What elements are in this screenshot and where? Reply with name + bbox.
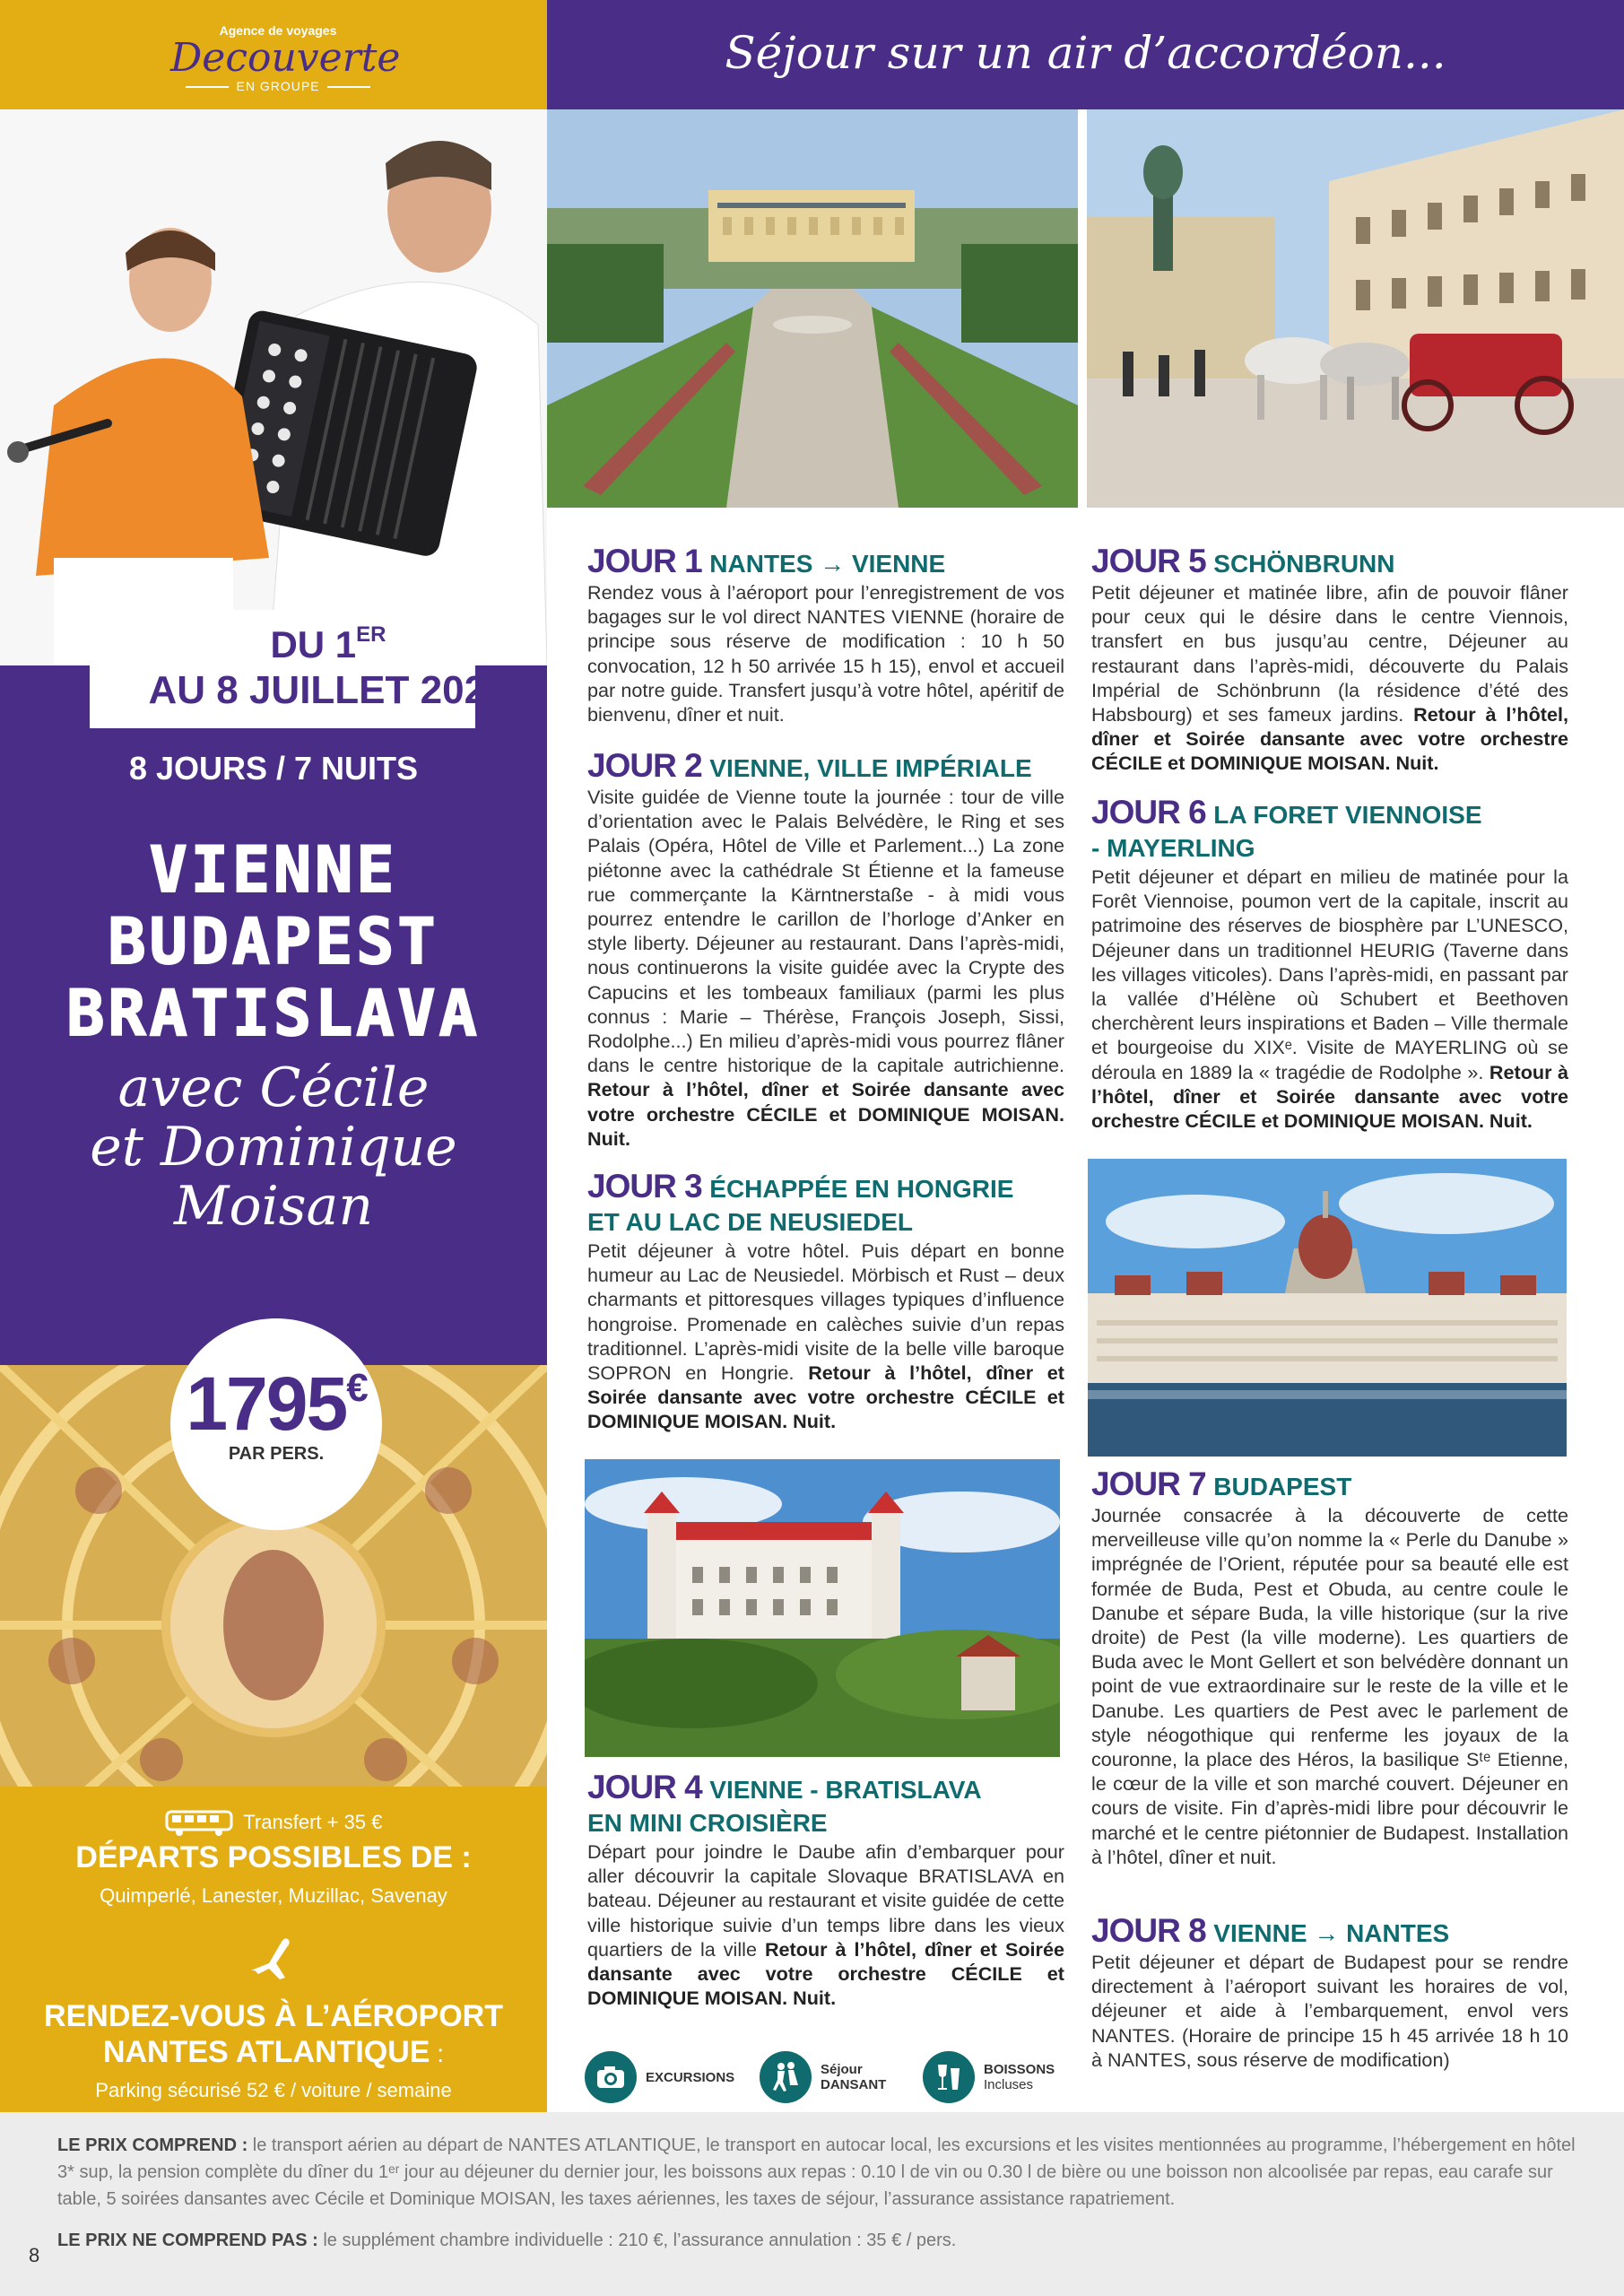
day-3 — [587, 1170, 1064, 1434]
transfer-price: Transfert + 35 € — [243, 1810, 383, 1833]
date-line-2: AU 8 JUILLET 2024 — [148, 668, 508, 712]
logo-group: EN GROUPE — [170, 79, 386, 93]
page-number: 8 — [29, 2244, 40, 2266]
pricing-footer — [0, 2112, 1624, 2296]
schonbrunn-illustration — [547, 109, 1078, 508]
artists-line-1: avec Cécile — [117, 1057, 430, 1119]
city-bratislava: BRATISLAVA — [66, 977, 481, 1050]
price-amount: 1795€ — [186, 1361, 367, 1446]
date-box — [90, 610, 508, 728]
drinks-icon — [923, 2051, 975, 2103]
day-3-text: Petit déjeuner à votre hôtel. Puis départ en bonne humeur au Lac de Neusiedel. Mörbisch et Rust – deux charmants et pittoresques villages typiques d’influence hongroise. Promenade en calèches suivie d’un repas traditionnel. L’après-midi visite de la belle ville baroque SOPRON en Hongrie. Retour à l’hôtel, dîner et Soirée dansante avec votre orchestre CÉCILE et DOMINIQUE MOISAN. Nuit. — [587, 1239, 1064, 1433]
price-excludes: LE PRIX NE COMPREND PAS : le supplément chambre individuelle : 210 €, l’assurance annulation : 35 € / pers. — [57, 2231, 957, 2250]
airport-meeting — [0, 1998, 547, 2072]
day-2-title: JOUR 2 VIENNE, VILLE IMPÉRIALE — [587, 747, 1032, 784]
day-7-title: JOUR 7 BUDAPEST — [1091, 1465, 1352, 1502]
left-column — [0, 0, 547, 2112]
dancers-icon — [760, 2051, 812, 2103]
price-includes: LE PRIX COMPREND : le transport aérien au départ de NANTES ATLANTIQUE, le transport en autocar local, les excursions et les visites mentionnées au programme, l’hébergement en hôtel 3* sup, la pension complète du dîner du 1ᵉʳ jour au déjeuner du dernier jour, les boissons aux repas : 0.10 l de vin ou 0.30 l de bière ou une boisson non alcoolisée par repas, eau carafe sur table, 5 soirées dansantes avec Cécile et Dominique MOISAN, les taxes aériennes, les taxes de séjour, l’assurance assistance rapatriement. — [57, 2135, 1576, 2209]
legend-drinks-label: BOISSONS Incluses — [984, 2062, 1055, 2092]
city-budapest: BUDAPEST — [108, 905, 439, 978]
day-7-text: Journée consacrée à la découverte de cette merveilleuse ville qu’on nomme la « Perle du Danube » imprégnée de l’Orient, réputée pour sa beauté elle est formée de Buda, Pest et Obuda, au centre coule le Danube et sépare Buda, la ville historique (sur la rive droite) de Pest (la ville moderne). Les quartiers de Buda avec le Mont Gellert et son belvédère donnant un point de vue extraordinaire sur le reste de la ville et le Danube. Les quartiers de Pest avec le parlement de style néogothique qui renferme les joyaux de la couronne, la place des Héros, la basilique Sᵗᵉ Etienne, le cœur de la ville et son marché couvert. Déjeuner en cours de visite. Fin d’après-midi libre pour découvrir le marché et le centre piétonnier de Budapest. Installation à l’hôtel, dîner et nuit. — [1091, 1504, 1568, 1868]
transfer-line — [0, 1810, 547, 1837]
day-1 — [587, 545, 1064, 726]
singers-illustration — [0, 109, 547, 665]
day-2 — [587, 747, 1064, 1151]
budapest-parliament-photo — [1088, 1159, 1567, 1457]
schonbrunn-photo — [547, 109, 1078, 508]
day-4 — [587, 1771, 1064, 2010]
budapest-illustration — [1088, 1159, 1567, 1457]
singers-photo — [0, 109, 547, 665]
departures-panel — [0, 1787, 547, 2112]
departures-title: DÉPARTS POSSIBLES DE : — [75, 1840, 472, 1874]
vienna-square-photo — [1087, 109, 1624, 508]
day-6-text: Petit déjeuner et départ en milieu de matinée pour la Forêt Viennoise, poumon vert de la capitale, inscrit au patrimoine des réserves de biosphère par L’UNESCO, Déjeuner dans un traditionnel HEURIG (Taverne dans les villages viticoles). Dans l’après-midi, en passant par la vallée d’Hélène où Schubert et Beethoven cherchèrent leurs inspirations et Baden – Ville thermale et bourgeoise du XIXᵉ. Visite de MAYERLING où se déroula en 1889 la « tragédie de Rodolphe ». Retour à l’hôtel, dîner et Soirée dansante avec votre orchestre CÉCILE et DOMINIQUE MOISAN. Nuit. — [1091, 865, 1568, 1133]
airport-meeting-line-1: RENDEZ-VOUS À L’AÉROPORT — [44, 1999, 503, 2033]
day-8-text: Petit déjeuner et départ de Budapest pour se rendre directement à l’aéroport suivant les horaires de vol, déjeuner et aide à l’embarquement, envol vers NANTES. (Horaire de principe 15 h 45 arrivée 18 h 10 à NANTES, sous réserve de modification) — [1091, 1951, 1568, 2071]
day-8-title: JOUR 8 VIENNE → NANTES — [1091, 1912, 1450, 1949]
parking-info: Parking sécurisé 52 € / voiture / semaine — [95, 2079, 452, 2101]
day-6 — [1091, 796, 1568, 1133]
logo-tagline: Agence de voyages — [219, 23, 337, 38]
artists-line-2: et Dominique — [90, 1116, 457, 1178]
legend-excursions — [585, 2048, 734, 2106]
artists-title — [0, 1058, 547, 1236]
legend-dance — [760, 2048, 886, 2106]
artists-line-3: Moisan — [174, 1175, 373, 1238]
legend-excursions-label: EXCURSIONS — [646, 2069, 735, 2085]
day-2-text: Visite guidée de Vienne toute la journée : tour de ville d’orientation avec le Palais Belvédère, le Ring et ses Palais (Opéra, Hôtel de Ville et Parlement...) La zone piétonne avec la cathédrale St Étienne et la fameuse rue commerçante la Kärntnerstaße - à midi vous pourrez entendre le carillon de l’horloge d’Anker en style liberty. Déjeuner au restaurant. Dans l’après-midi, nous continuerons la visite guidée avec la Crypte des Capucins et les tombeaux familiaux (parmi les plus connus : Marie – Thérèse, François Joseph, Sissi, Rodolphe...) En milieu d’après-midi vous pourrez flâner dans le centre historique de la capitale autrichienne. Retour à l’hôtel, dîner et Soirée dansante avec votre orchestre CÉCILE et DOMINIQUE MOISAN. Nuit. — [587, 786, 1064, 1150]
legend-dance-label: Séjour DANSANT — [821, 2062, 887, 2092]
day-1-text: Rendez vous à l’aéroport pour l’enregistrement de vos bagages sur le vol direct NANTES VIENNE (horaire de principe sous réserve de modification : 10 h 50 convocation, 12 h 50 arrivée 15 h 15), envol et accueil par notre guide. Transfert jusqu’à votre hôtel, apéritif de bienvenu, dîner et nuit. — [587, 581, 1064, 726]
destination-cities — [0, 834, 547, 1049]
day-4-text: Départ pour joindre le Daube afin d’embarquer pour aller découvrir la capitale Slovaque BRATISLAVA en bateau. Déjeuner au restaurant et visite guidée de cette ville historique suivie d’un temps libre dans les vieux quartiers de la ville Retour à l’hôtel, dîner et Soirée dansante avec votre orchestre CÉCILE et DOMINIQUE MOISAN. Nuit. — [587, 1840, 1064, 2010]
page-title: Séjour sur un air d’accordéon... — [725, 27, 1446, 79]
day-5-title: JOUR 5 SCHÖNBRUNN — [1091, 543, 1395, 579]
city-vienne: VIENNE — [149, 833, 398, 907]
bratislava-illustration — [585, 1459, 1060, 1757]
price-per-person: PAR PERS. — [228, 1444, 325, 1464]
departure-cities: Quimperlé, Lanester, Muzillac, Savenay — [100, 1884, 447, 1907]
day-6-title: JOUR 6 LA FORET VIENNOISE - MAYERLING — [1091, 794, 1482, 862]
day-1-title: JOUR 1 NANTES → VIENNE — [587, 543, 946, 579]
day-8 — [1091, 1912, 1568, 2072]
day-5 — [1091, 545, 1568, 776]
plane-icon — [246, 1935, 301, 1990]
legend-drinks — [923, 2048, 1055, 2106]
vienna-square-illustration — [1087, 109, 1624, 508]
day-7 — [1091, 1465, 1568, 1869]
services-legend — [585, 2048, 1069, 2106]
day-4-title: JOUR 4 VIENNE - BRATISLAVA EN MINI CROISIÈRE — [587, 1769, 982, 1837]
trip-duration: 8 JOURS / 7 NUITS — [128, 750, 419, 787]
agency-logo[interactable] — [170, 23, 401, 93]
day-3-title: JOUR 3 ÉCHAPPÉE EN HONGRIE ET AU LAC DE NEUSIEDEL — [587, 1168, 1014, 1236]
logo-band — [0, 0, 547, 109]
day-5-text: Petit déjeuner et matinée libre, afin de pouvoir flâner pour ceux qui le désire dans le centre Viennois, transfert en bus jusqu’au centre, Déjeuner au restaurant dans l’après-midi, découverte du Palais Impérial de Schönbrunn (la résidence d’été des Habsbourg) et ses fameux jardins. Retour à l’hôtel, dîner et Soirée dansante avec votre orchestre CÉCILE et DOMINIQUE MOISAN. Nuit. — [1091, 581, 1568, 775]
date-line-1: DU 1ER — [270, 622, 386, 665]
price-badge — [170, 1318, 382, 1530]
airport-meeting-line-2: NANTES ATLANTIQUE : — [102, 2035, 445, 2069]
bus-icon — [165, 1810, 233, 1837]
logo-name: Decouverte — [170, 35, 401, 81]
camera-icon — [585, 2051, 637, 2103]
bratislava-castle-photo — [585, 1459, 1060, 1757]
